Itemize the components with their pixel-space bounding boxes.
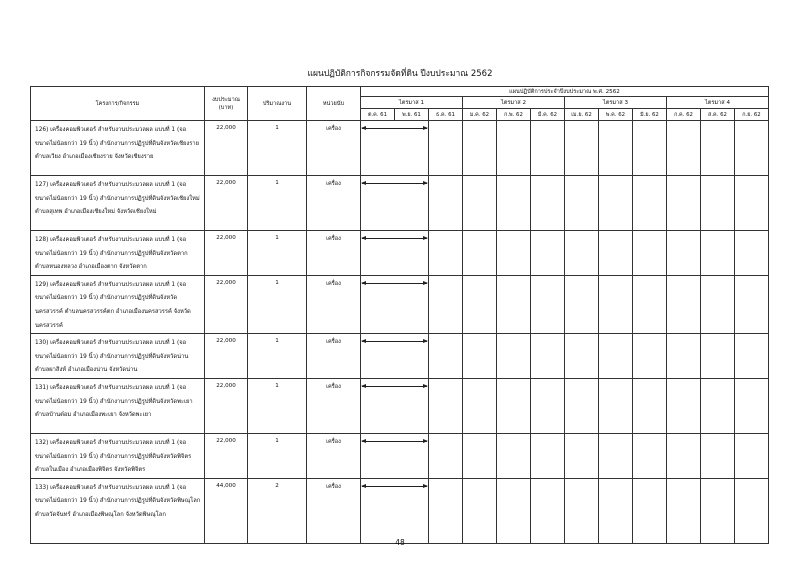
month-cell	[429, 121, 463, 176]
month-cell	[429, 378, 463, 433]
header-unit: หน่วยนับ	[307, 87, 361, 121]
month-cell	[531, 433, 565, 478]
unit-cell: เครื่อง	[307, 478, 361, 543]
project-cell: 132) เครื่องคอมพิวเตอร์ สำหรับงานประมวลผล แบบที่ 1 (จอขนาดไม่น้อยกว่า 19 นิ้ว) สำนักงานการปฏิรูปที่ดินจังหวัดพิจิตร ตำบลในเมือง อำเภอเมืองพิจิตร จังหวัดพิจิตร	[31, 433, 205, 478]
month-cell	[463, 334, 497, 379]
table-row	[31, 378, 769, 433]
header-month: ส.ค. 62	[701, 109, 735, 121]
timeline-cell	[361, 334, 429, 379]
month-cell	[599, 121, 633, 176]
month-cell	[667, 231, 701, 276]
month-cell	[463, 176, 497, 231]
budget-cell: 22,000	[205, 231, 248, 276]
month-cell	[599, 478, 633, 543]
month-cell	[565, 121, 599, 176]
table-row	[31, 176, 769, 231]
month-cell	[735, 275, 769, 333]
budget-cell: 22,000	[205, 433, 248, 478]
month-cell	[735, 121, 769, 176]
timeline-arrow-icon	[362, 386, 427, 387]
month-cell	[633, 378, 667, 433]
quantity-cell: 1	[248, 121, 307, 176]
month-cell	[599, 433, 633, 478]
header-month: ก.ย. 62	[735, 109, 769, 121]
table-row	[31, 334, 769, 379]
unit-cell: เครื่อง	[307, 121, 361, 176]
header-month: พ.ย. 61	[395, 109, 429, 121]
table-row	[31, 478, 769, 543]
budget-cell: 22,000	[205, 176, 248, 231]
timeline-cell	[361, 231, 429, 276]
month-cell	[735, 334, 769, 379]
timeline-arrow-icon	[362, 128, 427, 129]
month-cell	[497, 433, 531, 478]
month-cell	[701, 121, 735, 176]
month-cell	[633, 478, 667, 543]
quantity-cell: 2	[248, 478, 307, 543]
unit-cell: เครื่อง	[307, 176, 361, 231]
header-plan: แผนปฏิบัติการประจำปีงบประมาณ พ.ศ. 2562	[361, 87, 769, 97]
header-quarter-2: ไตรมาส 2	[463, 97, 565, 109]
month-cell	[497, 478, 531, 543]
header-month: มี.ค. 62	[531, 109, 565, 121]
project-cell: 129) เครื่องคอมพิวเตอร์ สำหรับงานประมวลผล แบบที่ 1 (จอขนาดไม่น้อยกว่า 19 นิ้ว) สำนักงานการปฏิรูปที่ดินจังหวัดนครสวรรค์ ตำบลนครสวรรค์ตก อำเภอเมืองนครสวรรค์ จังหวัดนครสวรรค์	[31, 275, 205, 333]
month-cell	[633, 176, 667, 231]
timeline-cell	[361, 378, 429, 433]
header-month: ก.พ. 62	[497, 109, 531, 121]
budget-cell: 22,000	[205, 378, 248, 433]
header-month: ธ.ค. 61	[429, 109, 463, 121]
unit-cell: เครื่อง	[307, 334, 361, 379]
month-cell	[667, 478, 701, 543]
month-cell	[463, 433, 497, 478]
month-cell	[463, 231, 497, 276]
month-cell	[599, 176, 633, 231]
document-title: แผนปฏิบัติการกิจกรรมจัดที่ดิน ปีงบประมาณ 2562	[307, 69, 493, 79]
month-cell	[497, 176, 531, 231]
header-project: โครงการ/กิจกรรม	[31, 87, 205, 121]
quantity-cell: 1	[248, 334, 307, 379]
timeline-cell	[361, 121, 429, 176]
table-row	[31, 121, 769, 176]
month-cell	[599, 378, 633, 433]
timeline-cell	[361, 176, 429, 231]
month-cell	[429, 275, 463, 333]
header-month: ต.ค. 61	[361, 109, 395, 121]
timeline-arrow-icon	[362, 341, 427, 342]
month-cell	[701, 231, 735, 276]
project-cell: 131) เครื่องคอมพิวเตอร์ สำหรับงานประมวลผล แบบที่ 1 (จอขนาดไม่น้อยกว่า 19 นิ้ว) สำนักงานการปฏิรูปที่ดินจังหวัดพะเยา ตำบลบ้านต๋อม อำเภอเมืองพะเยา จังหวัดพะเยา	[31, 378, 205, 433]
month-cell	[701, 478, 735, 543]
month-cell	[497, 378, 531, 433]
month-cell	[429, 478, 463, 543]
month-cell	[735, 433, 769, 478]
month-cell	[735, 231, 769, 276]
month-cell	[701, 334, 735, 379]
month-cell	[565, 433, 599, 478]
month-cell	[497, 334, 531, 379]
month-cell	[429, 176, 463, 231]
unit-cell: เครื่อง	[307, 433, 361, 478]
action-plan-table	[30, 86, 769, 544]
month-cell	[531, 378, 565, 433]
header-month: พ.ค. 62	[599, 109, 633, 121]
month-cell	[633, 121, 667, 176]
header-quarter-1: ไตรมาส 1	[361, 97, 463, 109]
month-cell	[599, 231, 633, 276]
month-cell	[531, 231, 565, 276]
project-cell: 128) เครื่องคอมพิวเตอร์ สำหรับงานประมวลผล แบบที่ 1 (จอขนาดไม่น้อยกว่า 19 นิ้ว) สำนักงานการปฏิรูปที่ดินจังหวัดตาก ตำบลหนองหลวง อำเภอเมืองตาก จังหวัดตาก	[31, 231, 205, 276]
month-cell	[497, 121, 531, 176]
header-month: ก.ค. 62	[667, 109, 701, 121]
budget-cell: 44,000	[205, 478, 248, 543]
header-quantity: ปริมาณงาน	[248, 87, 307, 121]
month-cell	[463, 478, 497, 543]
month-cell	[599, 334, 633, 379]
quantity-cell: 1	[248, 378, 307, 433]
header-budget: งบประมาณ (บาท)	[205, 87, 248, 121]
quantity-cell: 1	[248, 231, 307, 276]
header-quarter-3: ไตรมาส 3	[565, 97, 667, 109]
month-cell	[531, 121, 565, 176]
month-cell	[463, 275, 497, 333]
timeline-arrow-icon	[362, 183, 427, 184]
month-cell	[565, 334, 599, 379]
header-month: ม.ค. 62	[463, 109, 497, 121]
month-cell	[565, 275, 599, 333]
month-cell	[735, 478, 769, 543]
month-cell	[429, 433, 463, 478]
timeline-arrow-icon	[362, 486, 427, 487]
month-cell	[463, 121, 497, 176]
month-cell	[531, 275, 565, 333]
quantity-cell: 1	[248, 176, 307, 231]
month-cell	[565, 478, 599, 543]
timeline-cell	[361, 275, 429, 333]
month-cell	[633, 275, 667, 333]
timeline-cell	[361, 433, 429, 478]
quantity-cell: 1	[248, 433, 307, 478]
header-month: มิ.ย. 62	[633, 109, 667, 121]
month-cell	[497, 231, 531, 276]
month-cell	[633, 334, 667, 379]
month-cell	[735, 176, 769, 231]
timeline-arrow-icon	[362, 238, 427, 239]
month-cell	[429, 334, 463, 379]
unit-cell: เครื่อง	[307, 231, 361, 276]
month-cell	[429, 231, 463, 276]
page-number: 48	[395, 538, 405, 547]
project-cell: 133) เครื่องคอมพิวเตอร์ สำหรับงานประมวลผล แบบที่ 1 (จอขนาดไม่น้อยกว่า 19 นิ้ว) สำนักงานการปฏิรูปที่ดินจังหวัดพิษณุโลก ตำบลวัดจันทร์ อำเภอเมืองพิษณุโลก จังหวัดพิษณุโลก	[31, 478, 205, 543]
month-cell	[497, 275, 531, 333]
table-body	[31, 121, 769, 544]
budget-cell: 22,000	[205, 275, 248, 333]
month-cell	[667, 334, 701, 379]
month-cell	[565, 231, 599, 276]
month-cell	[701, 275, 735, 333]
month-cell	[701, 433, 735, 478]
month-cell	[667, 433, 701, 478]
month-cell	[667, 176, 701, 231]
timeline-arrow-icon	[362, 441, 427, 442]
table-row	[31, 275, 769, 333]
month-cell	[667, 275, 701, 333]
quantity-cell: 1	[248, 275, 307, 333]
month-cell	[599, 275, 633, 333]
timeline-arrow-icon	[362, 283, 427, 284]
table-row	[31, 231, 769, 276]
month-cell	[633, 231, 667, 276]
month-cell	[463, 378, 497, 433]
month-cell	[531, 478, 565, 543]
project-cell: 127) เครื่องคอมพิวเตอร์ สำหรับงานประมวลผล แบบที่ 1 (จอขนาดไม่น้อยกว่า 19 นิ้ว) สำนักงานการปฏิรูปที่ดินจังหวัดเชียงใหม่ ตำบลสุเทพ อำเภอเมืองเชียงใหม่ จังหวัดเชียงใหม่	[31, 176, 205, 231]
timeline-cell	[361, 478, 429, 543]
unit-cell: เครื่อง	[307, 275, 361, 333]
table-row	[31, 433, 769, 478]
header-quarter-4: ไตรมาส 4	[667, 97, 769, 109]
month-cell	[667, 378, 701, 433]
header-month: เม.ย. 62	[565, 109, 599, 121]
project-cell: 130) เครื่องคอมพิวเตอร์ สำหรับงานประมวลผล แบบที่ 1 (จอขนาดไม่น้อยกว่า 19 นิ้ว) สำนักงานการปฏิรูปที่ดินจังหวัดน่าน ตำบลผาสิงห์ อำเภอเมืองน่าน จังหวัดน่าน	[31, 334, 205, 379]
month-cell	[701, 378, 735, 433]
month-cell	[735, 378, 769, 433]
month-cell	[531, 176, 565, 231]
budget-cell: 22,000	[205, 334, 248, 379]
month-cell	[565, 176, 599, 231]
month-cell	[701, 176, 735, 231]
unit-cell: เครื่อง	[307, 378, 361, 433]
budget-cell: 22,000	[205, 121, 248, 176]
month-cell	[531, 334, 565, 379]
project-cell: 126) เครื่องคอมพิวเตอร์ สำหรับงานประมวลผล แบบที่ 1 (จอขนาดไม่น้อยกว่า 19 นิ้ว) สำนักงานการปฏิรูปที่ดินจังหวัดเชียงราย ตำบลเวียง อำเภอเมืองเชียงราย จังหวัดเชียงราย	[31, 121, 205, 176]
month-cell	[565, 378, 599, 433]
month-cell	[667, 121, 701, 176]
month-cell	[633, 433, 667, 478]
